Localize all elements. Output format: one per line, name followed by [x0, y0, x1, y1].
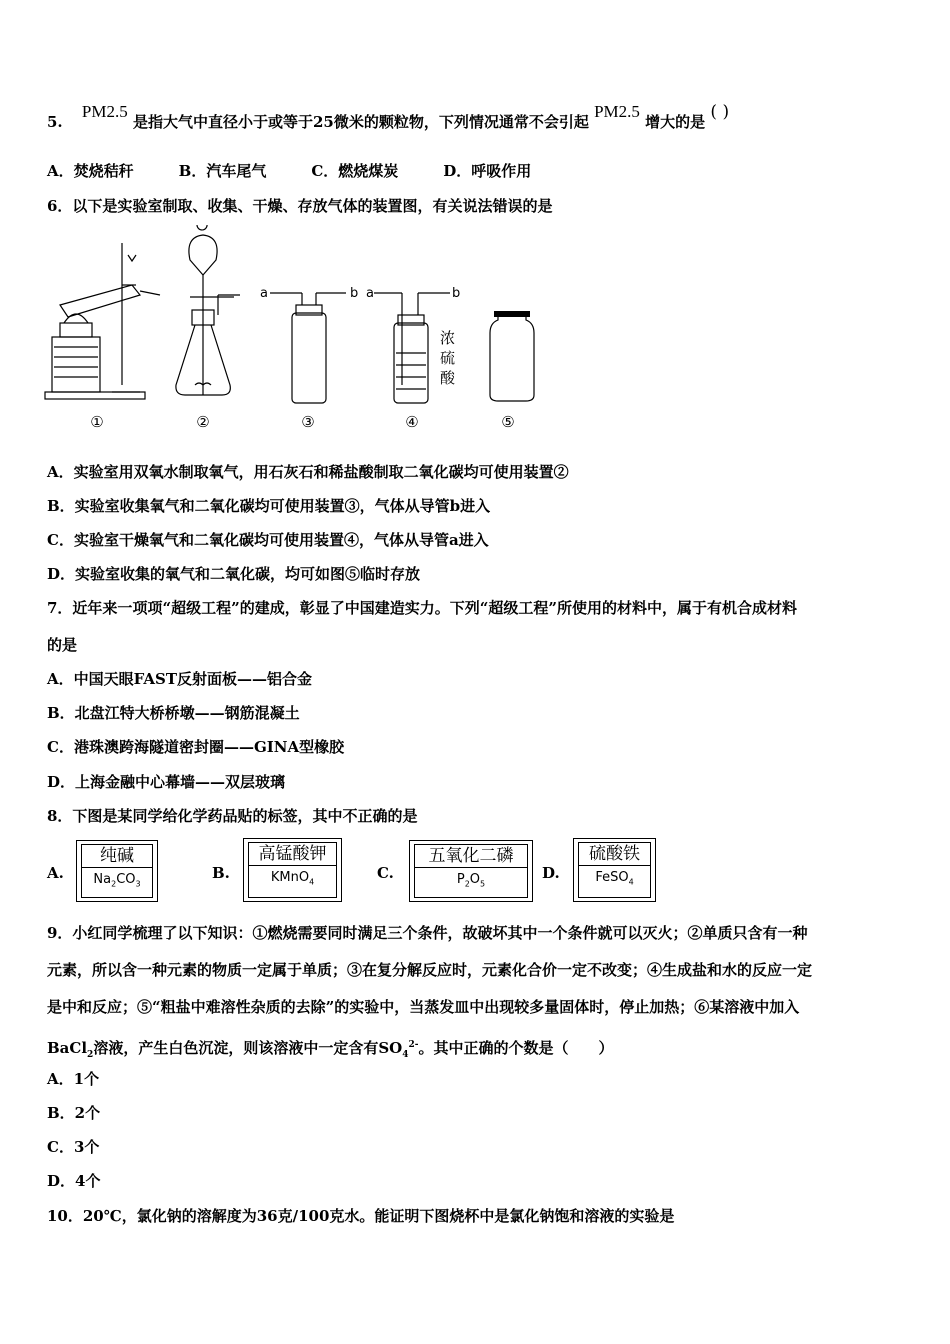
acid-char-3: 酸 — [440, 369, 456, 387]
label-formula: $P_2O_5$ — [414, 867, 528, 898]
acid-char-2: 硫 — [440, 349, 456, 367]
q9-option-b: B．2个 — [47, 1104, 101, 1122]
port-a: a — [366, 286, 374, 301]
q7-stem-2: 的是 — [47, 636, 78, 654]
q8-option-b: B. — [212, 864, 230, 882]
label-name: 五氧化二磷 — [414, 844, 528, 867]
flask-with-funnel — [176, 225, 240, 395]
q9-option-c: C．3个 — [47, 1138, 100, 1156]
label-formula: FeSO$_4$ — [578, 865, 651, 898]
label-card-a — [76, 840, 158, 902]
storage-bottle — [490, 315, 534, 401]
q5-text-1: 是指大气中直径小于或等于25微米的颗粒物，下列情况通常不会引起 — [132, 113, 589, 131]
q6-option-d: D．实验室收集的氧气和二氧化碳，均可如图⑤临时存放 — [47, 565, 421, 583]
label-name: 纯碱 — [81, 844, 153, 867]
glass-plate — [494, 311, 530, 317]
acid-char-1: 浓 — [440, 329, 456, 347]
q8-stem: 8．下图是某同学给化学药品贴的标签，其中不正确的是 — [47, 807, 418, 825]
collection-bottle — [270, 293, 346, 403]
q9-line-3: 是中和反应；⑤“粗盐中难溶性杂质的去除”的实验中，当蒸发皿中出现较多量固体时，停止加热；⑥某溶液中加入 — [47, 998, 800, 1016]
q7-stem-1: 7．近年来一项项“超级工程”的建成，彰显了中国建造实力。下列“超级工程”所使用的材料中，属于有机合成材料 — [47, 599, 797, 617]
label-card-b — [243, 838, 342, 902]
pm25-label: PM2.5 — [81, 102, 128, 121]
label-card-c — [409, 840, 533, 902]
apparatus-label-2: ② — [196, 413, 210, 431]
apparatus-label-3: ③ — [301, 413, 315, 431]
apparatus-figure — [40, 225, 560, 435]
label-name: 硫酸铁 — [578, 842, 651, 865]
port-b: b — [452, 286, 461, 301]
washing-bottle — [374, 293, 450, 403]
label-name: 高锰酸钾 — [248, 842, 337, 865]
heating-apparatus — [45, 243, 160, 399]
apparatus-label-4: ④ — [405, 413, 419, 431]
apparatus-label-1: ① — [90, 413, 104, 431]
q9-line-2: 元素，所以含一种元素的物质一定属于单质；③在复分解反应时，元素化合价一定不改变；④生成盐和水的反应一定 — [47, 961, 813, 979]
q9-line-4: BaCl$_2$溶液，产生白色沉淀，则该溶液中一定含有$SO_4^{2-}$。其中正确的个数是（ ） — [47, 1039, 614, 1060]
q10-stem: 10．20℃，氯化钠的溶解度为36克/100克水。能证明下图烧杯中是氯化钠饱和溶液的实验是 — [47, 1207, 675, 1225]
q6-stem: 6．以下是实验室制取、收集、干燥、存放气体的装置图，有关说法错误的是 — [47, 197, 553, 215]
q6-option-a: A．实验室用双氧水制取氧气，用石灰石和稀盐酸制取二氧化碳均可使用装置② — [47, 463, 569, 481]
q7-option-b: B．北盘江特大桥桥墩——钢筋混凝土 — [47, 704, 300, 722]
q7-option-d: D．上海金融中心幕墙——双层玻璃 — [47, 773, 286, 791]
q8-option-c: C. — [377, 864, 394, 882]
port-a: a — [260, 286, 268, 301]
q6-option-c: C．实验室干燥氧气和二氧化碳均可使用装置④，气体从导管a进入 — [47, 531, 489, 549]
q5-text-2: 增大的是 — [645, 113, 706, 131]
apparatus-label-5: ⑤ — [501, 413, 515, 431]
q6-option-b: B．实验室收集氧气和二氧化碳均可使用装置③，气体从导管b进入 — [47, 497, 491, 515]
q5-number: 5. — [47, 113, 63, 131]
label-formula: $Na_2CO_3$ — [81, 867, 153, 898]
port-b: b — [350, 286, 359, 301]
q8-option-a: A. — [47, 864, 64, 882]
label-card-d — [573, 838, 656, 902]
q7-option-c: C．港珠澳跨海隧道密封圈——GINA型橡胶 — [47, 738, 345, 756]
q5-line — [47, 102, 730, 132]
answer-paren: ( ) — [710, 102, 730, 122]
q8-option-d: D. — [542, 864, 560, 882]
q9-option-a: A．1个 — [47, 1070, 100, 1088]
q5-options: A．焚烧秸秆 B．汽车尾气 C．燃烧煤炭 D．呼吸作用 — [47, 162, 532, 180]
q9-line-1: 9．小红同学梳理了以下知识：①燃烧需要同时满足三个条件，故破坏其中一个条件就可以灭火；②单质只含有一种 — [47, 924, 808, 942]
label-formula: KMnO$_4$ — [248, 865, 337, 898]
pm25-label-2: PM2.5 — [594, 102, 640, 121]
q7-option-a: A．中国天眼FAST反射面板——铝合金 — [47, 670, 313, 688]
q9-option-d: D．4个 — [47, 1172, 101, 1190]
